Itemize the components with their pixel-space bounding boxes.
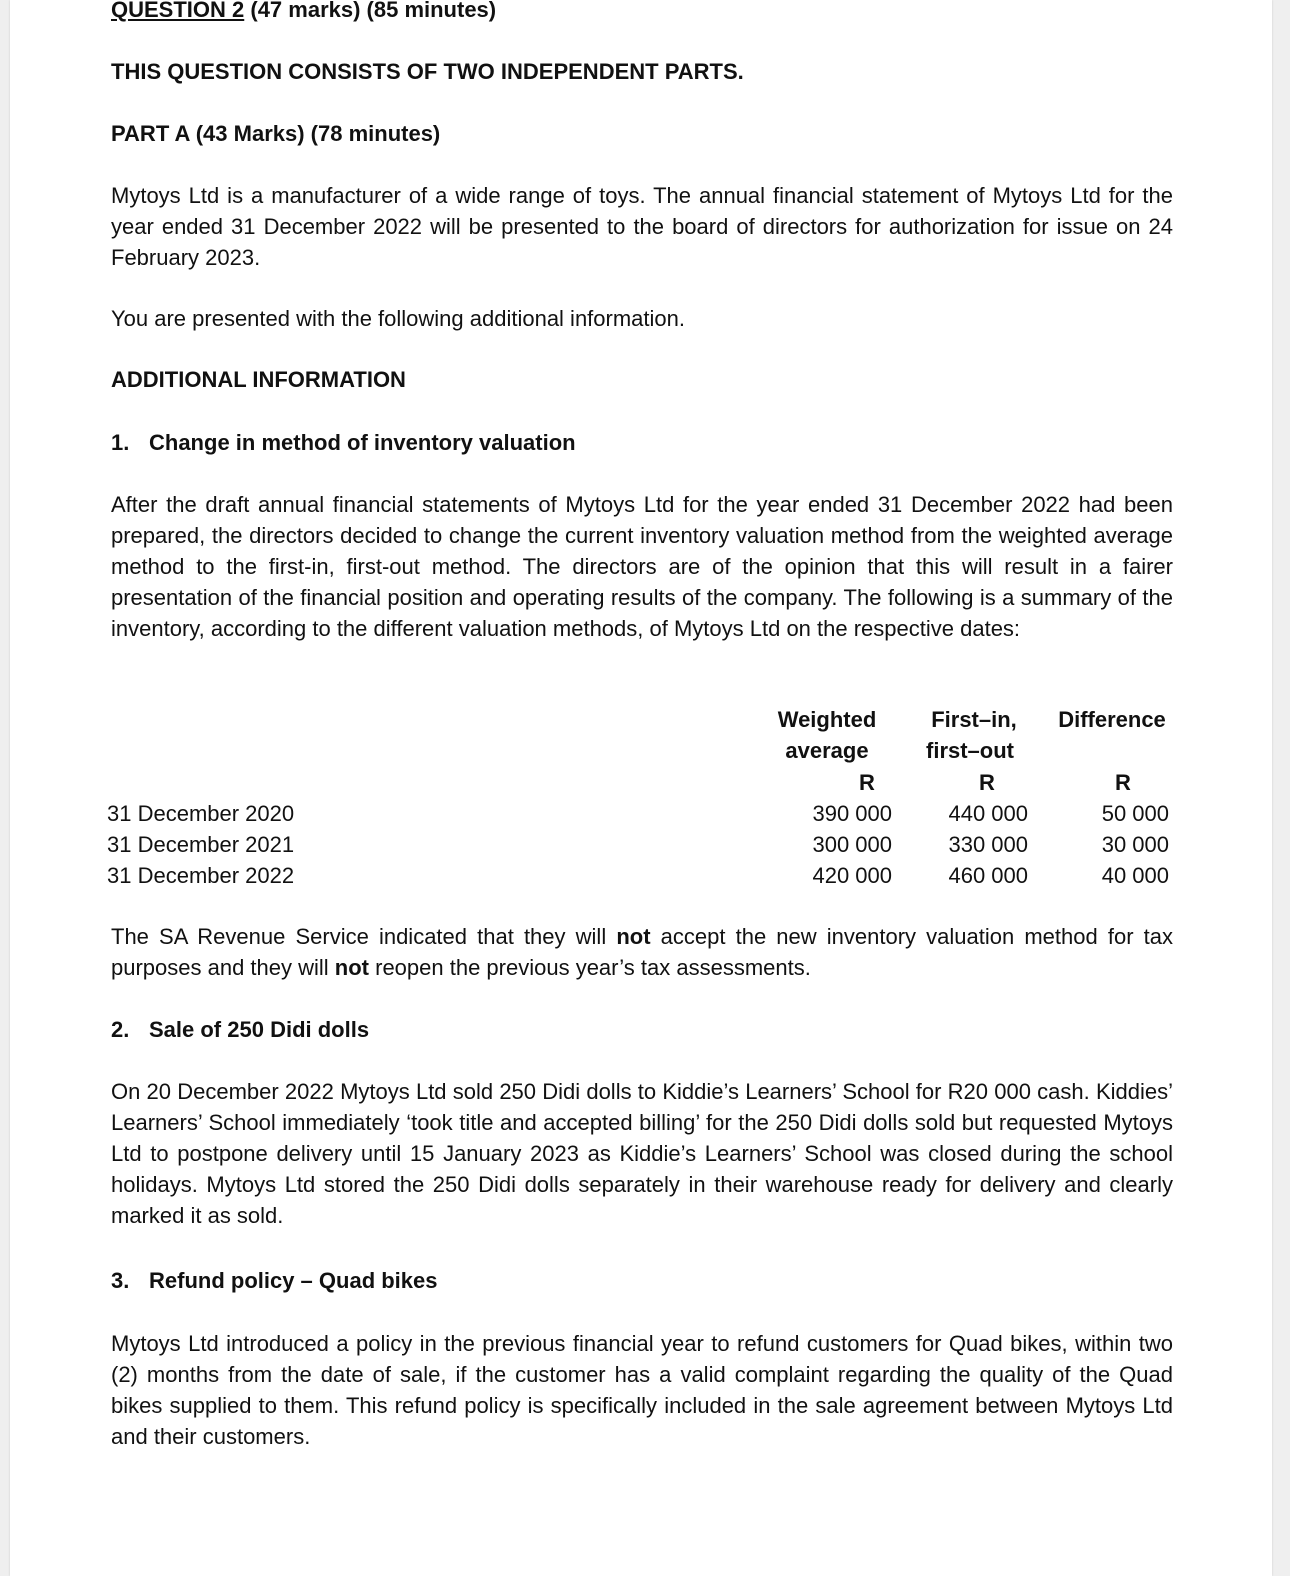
question-marks: (47 marks) (85 minutes) (244, 0, 497, 22)
section-1-body: After the draft annual financial statements of Mytoys Ltd for the year ended 31 December 2022 had been prepared, the directors decided to change the current inventory valuation method from the weighted average method to the first-in, first-out method. The directors are of the opinion that this will result in a fairer presentation of the financial position and operating results of the company. The following is a summary of the inventory, according to the different valuation methods, of Mytoys Ltd on the respective dates: (111, 492, 1173, 641)
col-fifo-line1: First–in, (931, 707, 1017, 732)
subtitle: THIS QUESTION CONSISTS OF TWO INDEPENDENT PARTS. (111, 59, 744, 84)
intro-paragraph: Mytoys Ltd is a manufacturer of a wide range of toys. The annual financial statement of Mytoys Ltd for the year ended 31 December 2022 will be presented to the board of directors for authorization for issue on 24 February 2023. (111, 183, 1173, 270)
document-page (10, 0, 1272, 1576)
info-paragraph: You are presented with the following additional information. (111, 306, 685, 331)
sars-text-3: reopen the previous year’s tax assessments. (369, 955, 811, 980)
row-difference: 50 000 (1101, 801, 1169, 826)
col-difference: Difference (1058, 707, 1166, 732)
sars-text-2: accept the new inventory valuation method for tax purposes and they will (111, 924, 1173, 980)
section-1-title: Change in method of inventory valuation (149, 430, 576, 455)
section-2-number: 2. (111, 1017, 130, 1042)
section-2-title: Sale of 250 Didi dolls (149, 1017, 370, 1042)
sars-not-1: not (616, 924, 651, 949)
section-3-number: 3. (111, 1268, 130, 1293)
row-date: 31 December 2022 (107, 863, 295, 888)
row-weighted-average: 420 000 (812, 863, 892, 888)
sars-not-2: not (334, 955, 369, 980)
part-a-heading: PART A (43 Marks) (78 minutes) (111, 121, 441, 146)
section-2-heading (111, 1014, 1173, 1045)
question-label: QUESTION 2 (111, 0, 245, 22)
section-1-number: 1. (111, 430, 130, 455)
row-fifo: 330 000 (948, 832, 1028, 857)
col-weighted-average-line2: average (785, 738, 869, 763)
section-2-body: On 20 December 2022 Mytoys Ltd sold 250 Didi dolls to Kiddie’s Learners’ School for R20 000 cash. Kiddies’ Learners’ School immediately ‘took title and accepted billing’ for the 250 Didi dolls sold but requested Mytoys Ltd to postpone delivery until 15 January 2023 as Kiddie’s Learners’ School was closed during the school holidays. Mytoys Ltd stored the 250 Didi dolls separately in their warehouse ready for delivery and clearly marked it as sold. (111, 1079, 1173, 1228)
additional-info-heading: ADDITIONAL INFORMATION (111, 367, 406, 392)
row-date: 31 December 2021 (107, 832, 295, 857)
sars-paragraph (111, 921, 1173, 983)
row-date: 31 December 2020 (107, 801, 295, 826)
unit-fifo: R (979, 770, 995, 795)
unit-difference: R (1115, 770, 1131, 795)
row-weighted-average: 390 000 (812, 801, 892, 826)
question-heading (111, 0, 1173, 25)
section-3-body: Mytoys Ltd introduced a policy in the previous financial year to refund customers for Quad bikes, within two (2) months from the date of sale, if the customer has a valid complaint regarding the quality of the Quad bikes supplied to them. This refund policy is specifically included in the sale agreement between Mytoys Ltd and their customers. (111, 1331, 1173, 1449)
section-3-heading (111, 1265, 1173, 1296)
row-difference: 40 000 (1101, 863, 1169, 888)
unit-weighted-average: R (859, 770, 875, 795)
section-1-heading (111, 427, 1173, 458)
row-weighted-average: 300 000 (812, 832, 892, 857)
col-fifo-line2: first–out (926, 738, 1014, 763)
col-weighted-average-line1: Weighted (777, 707, 877, 732)
inventory-table (107, 704, 1177, 894)
row-fifo: 440 000 (948, 801, 1028, 826)
row-difference: 30 000 (1101, 832, 1169, 857)
sars-text-1: The SA Revenue Service indicated that they will (111, 924, 617, 949)
row-fifo: 460 000 (948, 863, 1028, 888)
section-3-title: Refund policy – Quad bikes (149, 1268, 438, 1293)
